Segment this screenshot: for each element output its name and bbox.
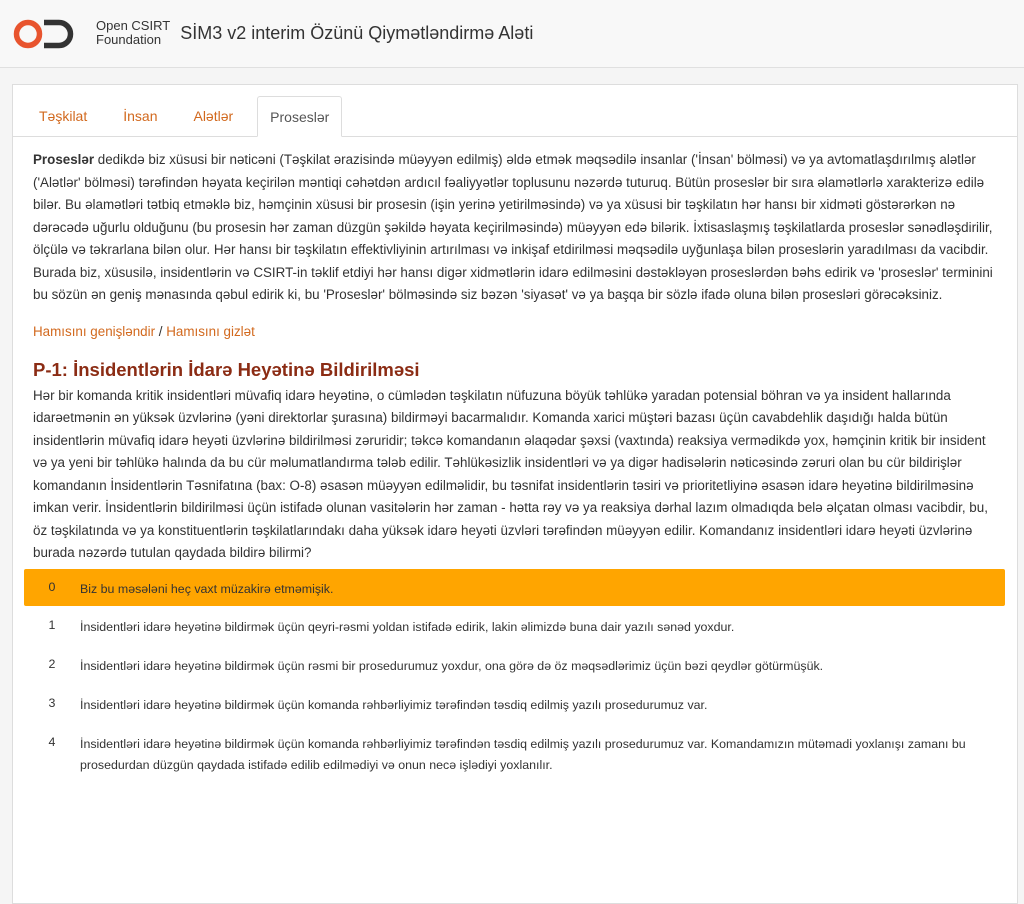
expand-all-link[interactable]: Hamısını genişləndir bbox=[33, 323, 156, 339]
answer-list bbox=[24, 569, 1005, 776]
open-csirt-logo-icon bbox=[12, 16, 90, 52]
intro-paragraph bbox=[33, 149, 997, 307]
answer-option-0[interactable] bbox=[24, 569, 1005, 606]
expand-collapse-links bbox=[33, 324, 997, 339]
answer-text: İnsidentləri idarə heyətinə bildirmək üçün rəsmi bir prosedurumuz yoxdur, ona görə də öz məqsədlərimiz üçün bəzi qeydlər götürmüşük. bbox=[80, 658, 824, 673]
app-title: SİM3 v2 interim Özünü Qiymətləndirmə Aləti bbox=[180, 23, 534, 43]
collapse-all-link[interactable]: Hamısını gizlət bbox=[166, 323, 255, 339]
logo-text bbox=[96, 19, 170, 47]
question-body: Hər bir komanda kritik insidentləri müvafiq idarə heyətinə, o cümlədən təşkilatın nüfuzuna böyük təhlükə yaradan potensial böhran və ya insident hallarında idarəetmənin ən yüksək üzvlərinə (yəni direktorlar şurasına) bildirməyi bacarmalıdır. Komanda xarici müştəri bazası üçün cavabdehlik daşıdığı halda bütün insidentlərin müvafiq idarə heyəti üzvlərinə bildirilməsi zəruridir; təkcə komandanın əlaqədar şəxsi (vaxtında) reaksiya vermədikdə yox, həmçinin kritik bir insident və ya yeni bir təhlükə halında da bu cür məlumatlandırma tələb edilir. Təhlükəsizlik insidentləri və ya digər hadisələrin nəticəsində zəruri olan bu cür bildirişlər komandanın İnsidentlərin Təsnifatına (bax: O-8) əsasən müəyyən edilməlidir, bu təsnifat insidentlərin təsiri və prioritetliyinə əsasən idarə heyətinə bildirilməsinə imkan verir. İnsidentlərin bildirilməsi üçün istifadə olunan vasitələrin hər zaman - hətta rəy və ya reaksiya dərhal lazım olmadıqda belə əlçatan olması vacibdir, bu, öz təşkilatında və ya konstituentlərin təşkilatlarındakı daha yüksək idarə heyəti üzvləri tərəfindən müəyyən edilir. Komandanız insidentləri idarə heyəti üzvlərinə burada nəzərdə tutulan qaydada bildirə bilirmi? bbox=[33, 387, 988, 560]
link-separator: / bbox=[155, 323, 167, 339]
answer-text: İnsidentləri idarə heyətinə bildirmək üçün komanda rəhbərliyimiz tərəfindən təsdiq edilmiş yazılı prosedurumuz var. bbox=[80, 697, 708, 712]
tab-insan[interactable]: İnsan bbox=[123, 108, 158, 124]
logo-text-line1: Open CSIRT bbox=[96, 18, 171, 33]
answer-number: 2 bbox=[48, 656, 56, 671]
logo bbox=[12, 16, 170, 52]
answer-number: 1 bbox=[48, 617, 56, 632]
question-title[interactable]: P-1: İnsidentlərin İdarə Heyətinə Bildirilməsi bbox=[33, 358, 420, 380]
answer-number: 0 bbox=[48, 579, 56, 594]
answer-option-3[interactable] bbox=[24, 684, 1005, 723]
tab-aletler[interactable]: Alətlər bbox=[193, 108, 234, 124]
answer-text: İnsidentləri idarə heyətinə bildirmək üçün qeyri-rəsmi yoldan istifadə edirik, lakin əlimizdə buna dair yazılı sənəd yoxdur. bbox=[80, 619, 735, 634]
intro-bold-word: Proseslər bbox=[33, 152, 95, 167]
logo-text-line2: Foundation bbox=[96, 32, 162, 47]
answer-text: İnsidentləri idarə heyətinə bildirmək üçün komanda rəhbərliyimiz tərəfindən təsdiq edilmiş yazılı prosedurumuz var. Komandamızın mütəmadi yoxlanışı zamanı bu prosedurdan düzgün qaydada istifadə edilib edilmədiyi və onun necə işlədiyi yoxlanılır. bbox=[80, 736, 966, 772]
answer-number: 4 bbox=[48, 734, 56, 749]
answer-text: Biz bu məsələni heç vaxt müzakirə etməmişik. bbox=[80, 581, 334, 596]
tab-teskilat[interactable]: Təşkilat bbox=[39, 108, 88, 124]
intro-text: dedikdə biz xüsusi bir nəticəni (Təşkilat ərazisində müəyyən edilmiş) əldə etmək məqsədilə insanlar ('İnsan' bölməsi) və ya avtomatlaşdırılmış alətlər ('Alətlər' bölməsi) tərəfindən həyata keçirilən məntiqi cəhətdən ardıcıl fəaliyyətlər toplusunu nəzərdə tuturuq. Bütün proseslər bir sıra əlamətlərlə xarakterizə edilə bilər. Bu əlamətləri tətbiq etməklə biz, həmçinin xüsusi bir prosesin (işin yerinə yetirilməsində) və ya xüsusi bir təşkilatın hər hansı bir xidməti göstərərkən nə dərəcədə uğurlu olduğunu (bu prosesin hər zaman düzgün şəkildə həyata keçirilməsində) müəyyən edə bilərik. İxtisaslaşmış təşkilatlarda proseslər sənədləşdirilir, ölçülə və təkrarlana bilən olur. Hər hansı bir təşkilatın effektivliyinin artırılması və inkişaf etdirilməsi məqsədilə uyğunlaşa bilən proseslərin yaradılması da vacibdir. Burada biz, xüsusilə, insidentlərin və CSIRT-in təklif etdiyi hər hansı digər xidmətlərin idarə edilməsini dəstəkləyən proseslərdən bəhs edirik və 'proseslər' terminini bu sözün ən geniş mənasında qəbul edirik ki, bu 'Proseslər' bölməsində siz bəzən 'siyasət' və ya başqa bir sözlə ifadə oluna bilən prosesləri görəcəksiniz. bbox=[33, 152, 993, 302]
tab-bar bbox=[13, 85, 1017, 137]
answer-option-2[interactable] bbox=[24, 645, 1005, 684]
answer-option-4[interactable] bbox=[24, 723, 1005, 776]
answer-option-1[interactable] bbox=[24, 606, 1005, 645]
tab-content bbox=[13, 137, 1017, 776]
answer-number: 3 bbox=[48, 695, 56, 710]
app-header bbox=[0, 0, 1024, 68]
main-panel bbox=[12, 84, 1018, 904]
tab-prosesler[interactable]: Proseslər bbox=[257, 96, 342, 137]
